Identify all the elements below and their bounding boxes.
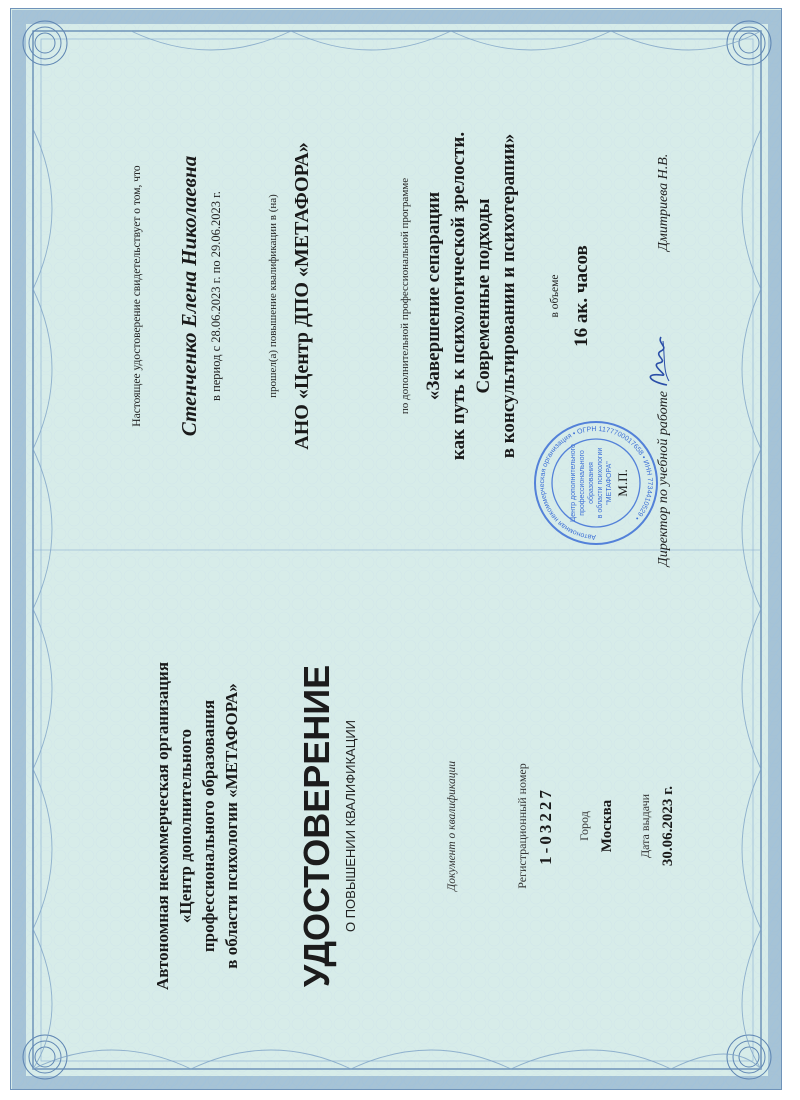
city-value: Москва xyxy=(599,799,615,853)
program-title xyxy=(421,61,521,531)
stamp-line: в области психологии xyxy=(597,447,604,519)
passed-text: прошел(а) повышение квалификации в (на) xyxy=(267,194,279,398)
registration-number: 1-03227 xyxy=(536,787,555,865)
program-line: Современные подходы xyxy=(473,198,494,394)
holder-name: Стенченко Елена Николаевна xyxy=(177,155,201,437)
certificate-intro: Настоящее удостоверение свидетельствует о том, что xyxy=(131,165,143,427)
certificate-content xyxy=(11,9,782,1090)
training-period: в период с 28.06.2023 г. по 29.06.2023 г. xyxy=(209,191,223,401)
document-title: УДОСТОВЕРЕНИЕ xyxy=(296,664,337,988)
stamp-ring-text: Автономная некоммерческая организация • ОГРН 1177700017658 • ИНН 7734410529 • xyxy=(538,425,654,541)
stamp-line: Центр дополнительного xyxy=(570,444,577,522)
director-signature xyxy=(639,331,679,391)
document-subtitle: О ПОВЫШЕНИИ КВАЛИФИКАЦИИ xyxy=(343,719,358,933)
organization-line: Автономная некоммерческая организация xyxy=(153,661,172,991)
registration-label: Регистрационный номер xyxy=(515,763,529,889)
organization-name xyxy=(151,641,243,1011)
organization-line: в области психологии «МЕТАФОРА» xyxy=(222,683,241,969)
institution-name: АНО «Центр ДПО «МЕТАФОРА» xyxy=(291,142,313,450)
program-label: по дополнительной профессиональной программе xyxy=(399,177,411,415)
program-line: в консультировании и психотерапии» xyxy=(498,133,519,459)
stamp-line: профессионального xyxy=(579,450,586,516)
director-title: Директор по учебной работе xyxy=(656,391,671,567)
issue-date-label: Дата выдачи xyxy=(638,793,652,859)
director-name: Дмитриева Н.В. xyxy=(656,153,671,251)
organization-line: профессионального образования xyxy=(199,699,218,953)
certificate-sheet xyxy=(10,8,782,1090)
program-line: как путь к психологической зрелости. xyxy=(448,131,469,461)
organization-stamp xyxy=(531,418,661,548)
city-label: Город xyxy=(577,811,591,841)
stamp-mark: М.П. xyxy=(615,469,630,497)
volume-value: 16 ак. часов xyxy=(571,245,592,347)
program-line: «Завершение сепарации xyxy=(423,191,444,401)
stamp-line: образования xyxy=(588,462,595,504)
stamp-line: "МЕТАФОРА" xyxy=(606,461,613,505)
issue-date: 30.06.2023 г. xyxy=(660,785,676,867)
volume-label: в объеме xyxy=(549,274,561,318)
document-type: Документ о квалификации xyxy=(446,760,458,892)
organization-line: «Центр дополнительного xyxy=(176,728,195,924)
